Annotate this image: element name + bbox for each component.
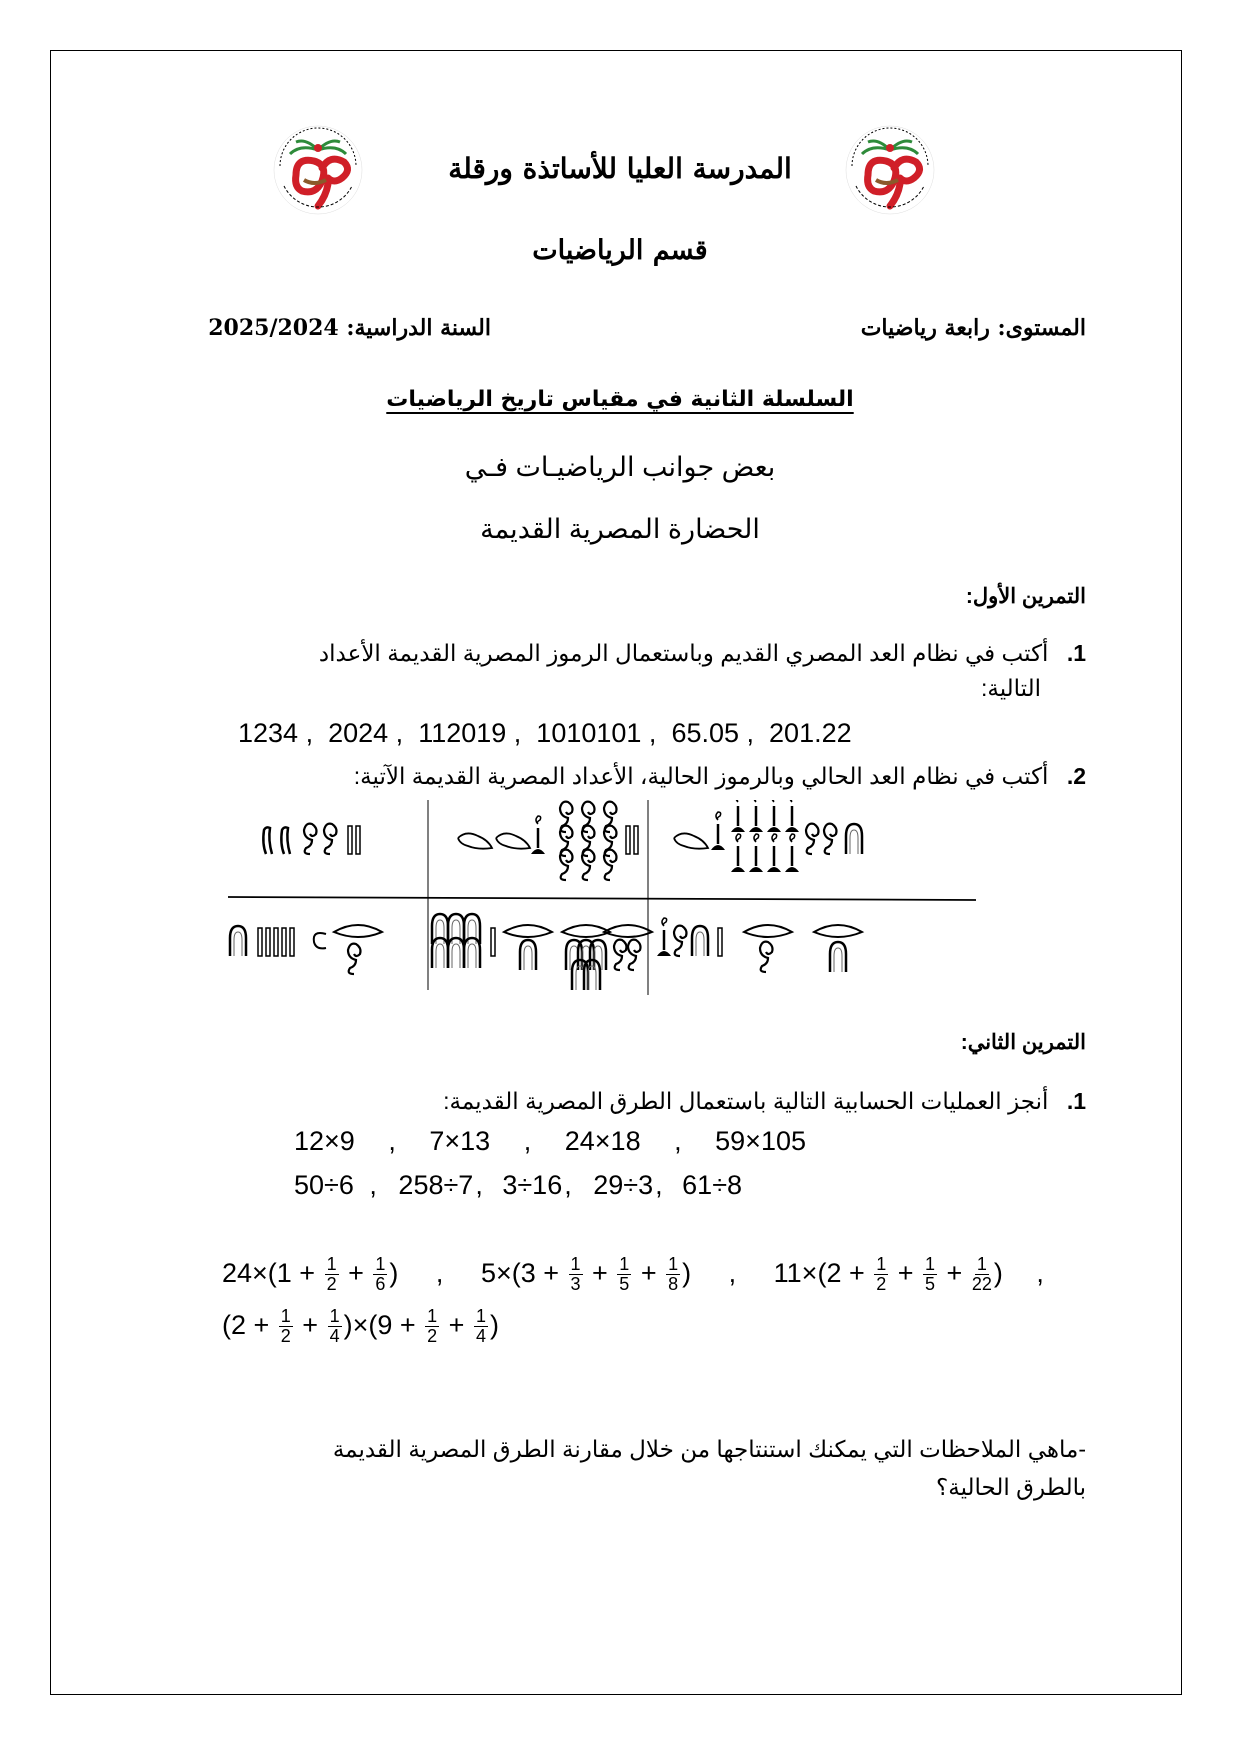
denominator: 3 bbox=[570, 1273, 581, 1294]
expression-text: 5×(3 + bbox=[480, 1257, 567, 1288]
number-item: 1010101 bbox=[536, 718, 642, 748]
question-number: 1. bbox=[1066, 1088, 1086, 1114]
fraction-expressions-line-2 bbox=[222, 1307, 499, 1346]
numerator: 1 bbox=[326, 1254, 337, 1274]
fraction bbox=[874, 1255, 888, 1294]
operation-item: 258÷7 bbox=[398, 1170, 474, 1200]
multiplication-list: 12×9 , 7×13 , 24×18 , 59×105 bbox=[294, 1126, 806, 1156]
expression-text: + bbox=[294, 1309, 326, 1340]
expression-text: )×(9 + bbox=[343, 1309, 424, 1340]
operation-item: 3÷16 bbox=[502, 1170, 563, 1200]
hieroglyph-table bbox=[228, 800, 976, 995]
numerator: 1 bbox=[280, 1306, 291, 1326]
numerator: 1 bbox=[475, 1306, 486, 1326]
fraction-expression bbox=[773, 1254, 1003, 1294]
expression-text: ) bbox=[489, 1309, 499, 1340]
question-text: أكتب في نظام العد المصري القديم وباستعمال الرموز المصرية القديمة الأعداد bbox=[318, 640, 1049, 666]
number-item: 112019 bbox=[418, 718, 507, 748]
hieroglyph-cell bbox=[458, 802, 638, 880]
expression-text: + bbox=[441, 1309, 472, 1340]
fraction bbox=[373, 1255, 387, 1294]
fraction-expression bbox=[222, 1254, 399, 1294]
expression-text: ) bbox=[389, 1257, 399, 1288]
expression-text: ) bbox=[993, 1257, 1003, 1288]
denominator: 22 bbox=[971, 1273, 992, 1294]
question-number: 2. bbox=[1066, 763, 1086, 789]
fraction bbox=[923, 1255, 937, 1294]
exercise-2-question-1 bbox=[246, 1088, 1086, 1115]
numerator: 1 bbox=[427, 1306, 438, 1326]
exercise-1-question-2 bbox=[246, 763, 1086, 790]
hieroglyph-cell bbox=[657, 918, 862, 972]
table-row-divider bbox=[228, 897, 976, 900]
fraction bbox=[325, 1255, 339, 1294]
final-question-line-2: بالطرق الحالية؟ bbox=[936, 1474, 1086, 1500]
hieroglyph-cell bbox=[674, 800, 862, 872]
operation-item: 7×13 bbox=[429, 1126, 491, 1156]
fraction bbox=[617, 1255, 631, 1294]
exercise-1-question-1 bbox=[246, 640, 1086, 667]
denominator: 5 bbox=[925, 1273, 936, 1294]
numerator: 1 bbox=[619, 1254, 630, 1274]
fraction bbox=[425, 1307, 439, 1346]
expression-text: (2 + bbox=[222, 1309, 277, 1340]
level-label: المستوى: رابعة رياضيات bbox=[860, 315, 1086, 341]
expression-text: + bbox=[633, 1257, 665, 1288]
expression-text: 24×(1 + bbox=[222, 1257, 323, 1288]
expression-text: + bbox=[340, 1257, 372, 1288]
fraction bbox=[666, 1255, 680, 1294]
denominator: 4 bbox=[329, 1325, 340, 1346]
question-text: أنجز العمليات الحسابية التالية باستعمال الطرق المصرية القديمة: bbox=[443, 1088, 1049, 1114]
school-name: المدرسة العليا للأساتذة ورقلة bbox=[448, 152, 792, 185]
denominator: 8 bbox=[668, 1273, 679, 1294]
denominator: 6 bbox=[375, 1273, 386, 1294]
hieroglyph-cell bbox=[432, 914, 652, 990]
denominator: 2 bbox=[280, 1325, 291, 1346]
operation-item: 12×9 bbox=[294, 1126, 355, 1156]
division-list: 50÷6 , 258÷7, 3÷16, 29÷3, 61÷8 bbox=[294, 1170, 743, 1200]
expression-text: ) bbox=[682, 1257, 692, 1288]
fraction bbox=[972, 1255, 992, 1294]
series-title: السلسلة الثانية في مقياس تاريخ الرياضيات bbox=[386, 387, 854, 412]
exercise-2-heading: التمرين الثاني: bbox=[960, 1031, 1086, 1054]
fraction-expression bbox=[480, 1254, 692, 1294]
operation-item: 50÷6 bbox=[294, 1170, 354, 1200]
operation-item: 29÷3 bbox=[593, 1170, 654, 1200]
expression-text: + bbox=[890, 1257, 922, 1288]
denominator: 2 bbox=[326, 1273, 337, 1294]
exercise-1-heading: التمرين الأول: bbox=[965, 585, 1086, 608]
expression-text: + bbox=[939, 1257, 970, 1288]
department-title: قسم الرياضيات bbox=[532, 235, 708, 266]
academic-year: السنة الدراسية: 2025/2024 bbox=[208, 315, 491, 341]
number-item: 201.22 bbox=[769, 718, 852, 748]
hieroglyph-cell bbox=[230, 925, 382, 974]
topic-line-2: الحضارة المصرية القديمة bbox=[480, 514, 760, 544]
numerator: 1 bbox=[925, 1254, 936, 1274]
numerator: 1 bbox=[668, 1254, 679, 1274]
final-question-line-1: -ماهي الملاحظات التي يمكنك استنتاجها من خلال مقارنة الطرق المصرية القديمة bbox=[332, 1436, 1086, 1462]
question-number: 1. bbox=[1066, 640, 1086, 666]
numerator: 1 bbox=[329, 1306, 340, 1326]
expression-text: 11×(2 + bbox=[773, 1257, 873, 1288]
numerator: 1 bbox=[876, 1254, 887, 1274]
denominator: 4 bbox=[475, 1325, 486, 1346]
question-text: أكتب في نظام العد الحالي وبالرموز الحالية، الأعداد المصرية القديمة الآتية: bbox=[353, 763, 1049, 789]
denominator: 2 bbox=[427, 1325, 438, 1346]
fraction bbox=[474, 1307, 488, 1346]
number-item: 65.05 bbox=[671, 718, 740, 748]
number-item: 1234 bbox=[238, 718, 299, 748]
fraction bbox=[279, 1307, 293, 1346]
numerator: 1 bbox=[570, 1254, 581, 1274]
topic-line-1: بعض جوانب الرياضيـات فـي bbox=[464, 452, 776, 482]
denominator: 2 bbox=[876, 1273, 887, 1294]
fraction bbox=[328, 1307, 342, 1346]
fraction-expressions-line-1: 24×(1 + $\frac{1}{2}$ + $\frac{1}{6}$ ) , 5×(3 + $\frac{1}{3}$ + $\frac{1}{5}$ + $\frac{1}{8}$ ) , 11×(2 + $\frac{1}{2}$ + $\frac{1}{5}$ + $\frac{1}{22}$ ) , bbox=[222, 1254, 1044, 1294]
fraction-expression bbox=[222, 1306, 499, 1346]
fraction bbox=[569, 1255, 583, 1294]
hieroglyph-cell bbox=[263, 824, 360, 854]
operation-item: 59×105 bbox=[715, 1126, 806, 1156]
operation-item: 24×18 bbox=[564, 1126, 641, 1156]
operation-item: 61÷8 bbox=[682, 1170, 743, 1200]
number-item: 2024 bbox=[328, 718, 389, 748]
numerator: 1 bbox=[375, 1254, 386, 1274]
numerator: 1 bbox=[976, 1254, 987, 1274]
exercise-1-question-1-cont: التالية: bbox=[980, 675, 1041, 701]
expression-text: + bbox=[584, 1257, 616, 1288]
denominator: 5 bbox=[619, 1273, 630, 1294]
numbers-to-convert: 1234 , 2024 , 112019 , 1010101 , 65.05 , 201.22 bbox=[238, 718, 852, 748]
